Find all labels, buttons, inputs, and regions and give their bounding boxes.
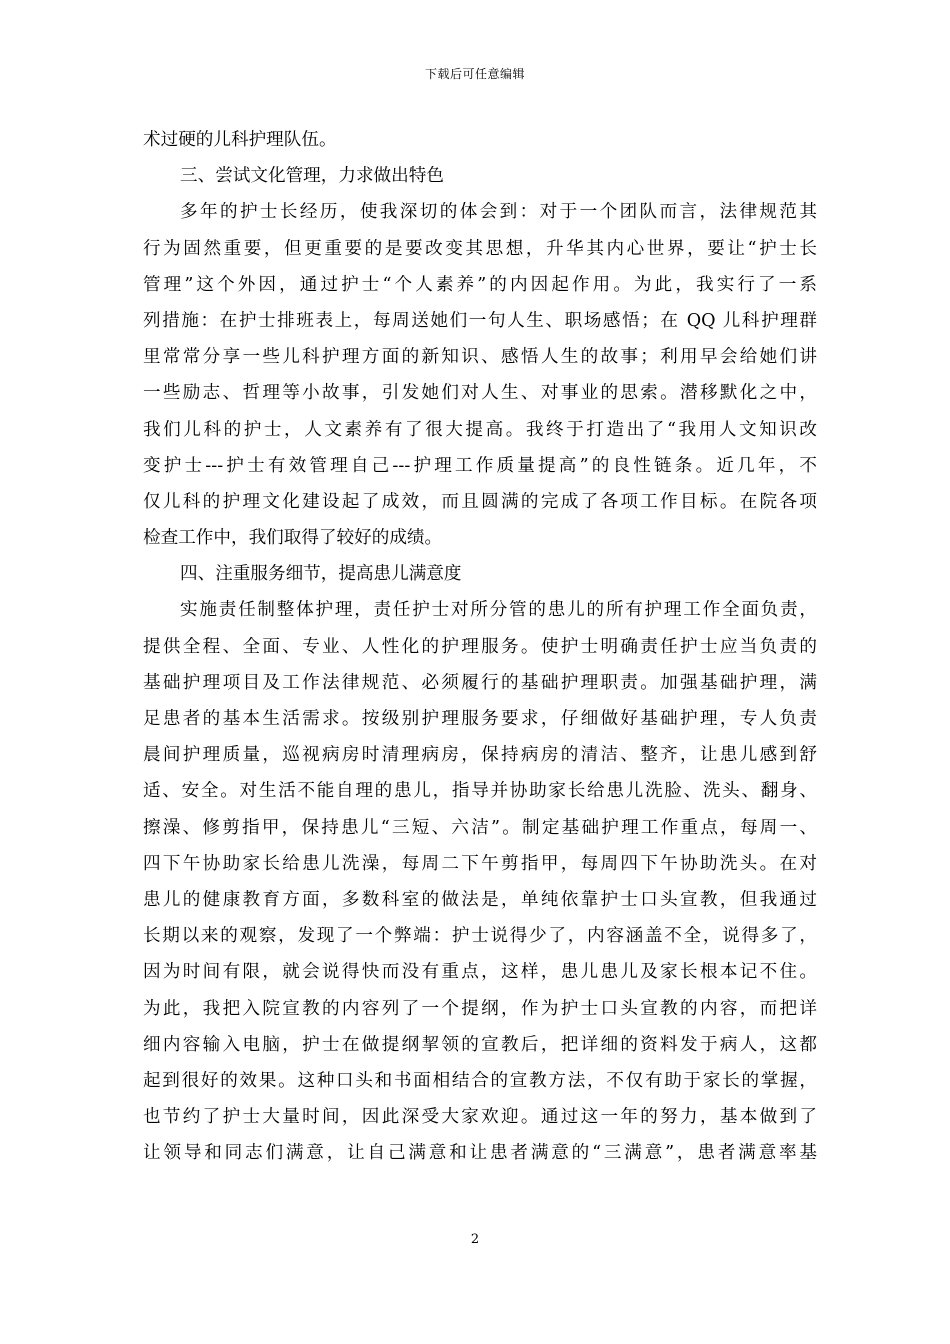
text-line: 一些励志、哲理等小故事，引发她们对人生、对事业的思索。潜移默化之中， [143, 383, 817, 404]
page-number: 2 [470, 1232, 480, 1247]
text-line: 多年的护士长经历，使我深切的体会到：对于一个团队而言，法律规范其 [180, 202, 817, 223]
text-line: 术过硬的儿科护理队伍。 [143, 130, 337, 150]
text-line: 行为固然重要，但更重要的是要改变其思想，升华其内心世界，要让“护士长 [143, 238, 817, 259]
section-heading-3: 三、尝试文化管理，力求做出特色 [180, 166, 444, 187]
text-line: 晨间护理质量，巡视病房时清理病房，保持病房的清洁、整齐，让患儿感到舒 [143, 745, 817, 766]
text-line: 细内容输入电脑，护士在做提纲挈领的宣教后，把详细的资料发于病人，这都 [143, 1034, 817, 1055]
text-line: 足患者的基本生活需求。按级别护理服务要求，仔细做好基础护理，专人负责 [143, 709, 817, 729]
text-line: 里常常分享一些儿科护理方面的新知识、感悟人生的故事；利用早会给她们讲 [143, 347, 817, 368]
text-line: 实施责任制整体护理，责任护士对所分管的患儿的所有护理工作全面负责， [180, 600, 817, 621]
text-line: 起到很好的效果。这种口头和书面相结合的宣教方法，不仅有助于家长的掌握， [143, 1070, 817, 1091]
document-body [143, 122, 817, 1171]
text-line: 患儿的健康教育方面，多数科室的做法是，单纯依靠护士口头宣教，但我通过 [143, 889, 817, 910]
text-line: 仅儿科的护理文化建设起了成效，而且圆满的完成了各项工作目标。在院各项 [143, 491, 817, 512]
text-line: 让领导和同志们满意，让自己满意和让患者满意的“三满意”，患者满意率基 [143, 1143, 817, 1164]
text-line: 为此，我把入院宣教的内容列了一个提纲，作为护士口头宣教的内容，而把详 [143, 998, 817, 1019]
text-line: 四下午协助家长给患儿洗澡，每周二下午剪指甲，每周四下午协助洗头。在对 [143, 853, 817, 874]
text-line: 长期以来的观察，发现了一个弊端：护士说得少了，内容涵盖不全，说得多了， [143, 926, 817, 947]
text-line: 变护士---护士有效管理自己---护理工作质量提高”的良性链条。近几年，不 [143, 455, 817, 476]
text-line: 管理”这个外因，通过护士“个人素养”的内因起作用。为此，我实行了一系 [143, 274, 817, 295]
text-line: 列措施：在护士排班表上，每周送她们一句人生、职场感悟；在 QQ 儿科护理群 [143, 310, 817, 331]
text-line: 擦澡、修剪指甲，保持患儿“三短、六洁”。制定基础护理工作重点，每周一、 [143, 817, 817, 838]
text-line: 检查工作中，我们取得了较好的成绩。 [143, 528, 443, 549]
text-line: 提供全程、全面、专业、人性化的护理服务。使护士明确责任护士应当负责的 [143, 636, 817, 657]
section-heading-4: 四、注重服务细节，提高患儿满意度 [180, 564, 462, 585]
text-line: 因为时间有限，就会说得快而没有重点，这样，患儿患儿及家长根本记不住。 [143, 962, 817, 983]
page-header-note: 下载后可任意编辑 [424, 67, 525, 81]
text-line: 基础护理项目及工作法律规范、必须履行的基础护理职责。加强基础护理，满 [143, 672, 817, 693]
text-line: 也节约了护士大量时间，因此深受大家欢迎。通过这一年的努力，基本做到了 [143, 1107, 817, 1128]
text-line: 适、安全。对生活不能自理的患儿，指导并协助家长给患儿洗脸、洗头、翻身、 [143, 781, 817, 802]
text-line: 我们儿科的护士，人文素养有了很大提高。我终于打造出了“我用人文知识改 [143, 419, 817, 440]
